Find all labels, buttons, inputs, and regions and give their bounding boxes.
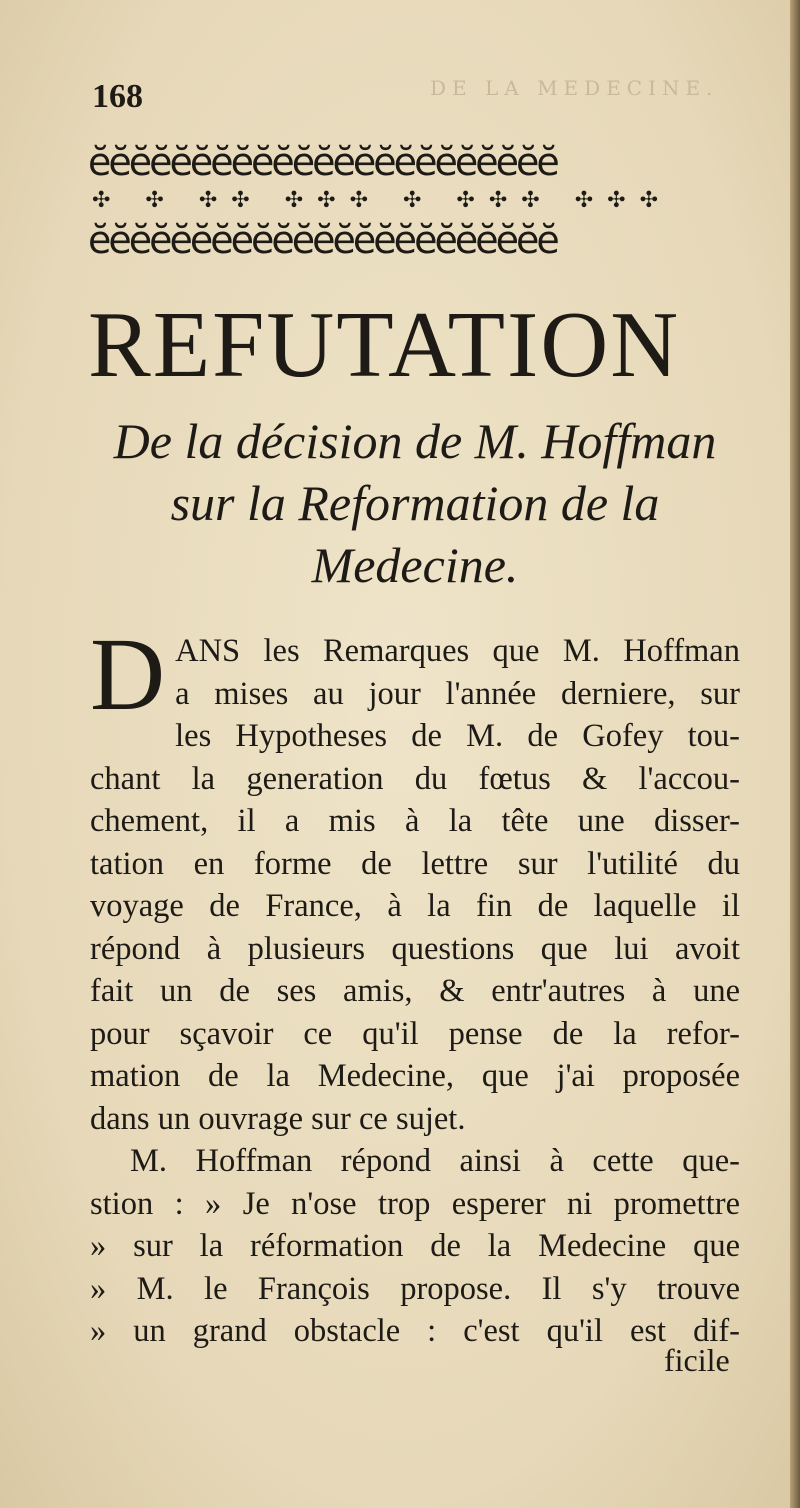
- page-edge: [790, 0, 800, 1508]
- text-line: les Hypotheses de M. de Gofey tou-: [175, 718, 740, 754]
- text-line: chant la generation du fœtus & l'accou-: [90, 760, 740, 797]
- text-line: » M. le François propose. Il s'y trouve: [90, 1270, 740, 1307]
- text-line: tation en forme de lettre sur l'utilité du: [90, 845, 740, 882]
- catchword: ficile: [664, 1342, 730, 1378]
- ornament-band-middle: ✣ ✣ ✣✣ ✣✣✣ ✣ ✣✣✣ ✣✣✣: [92, 188, 673, 213]
- page-number: 168: [92, 78, 143, 115]
- text-line: fait un de ses amis, & entr'autres à une: [90, 973, 740, 1009]
- body-text: [90, 617, 740, 1353]
- text-line: M. Hoffman répond ainsi à cette que-: [130, 1143, 740, 1179]
- chapter-subtitle: [70, 410, 760, 596]
- text-line: ANS les Remarques que M. Hoffman: [175, 633, 740, 669]
- drop-cap: D: [90, 617, 166, 732]
- text-line: mation de la Medecine, que j'ai proposée: [90, 1058, 740, 1094]
- text-line: » sur la réformation de la Medecine que: [90, 1228, 740, 1264]
- text-line: a mises au jour l'année derniere, sur: [175, 675, 740, 712]
- subtitle-line: sur la Reformation de la: [170, 475, 660, 531]
- text-line: voyage de France, à la fin de laquelle il: [90, 888, 740, 924]
- running-head-showthrough: DE LA MEDECINE.: [430, 76, 719, 100]
- chapter-title: REFUTATION: [88, 293, 681, 397]
- text-line: stion : » Je n'ose trop esperer ni promettre: [90, 1185, 740, 1222]
- text-line: chement, il a mis à la tête une disser-: [90, 803, 740, 839]
- text-line: » un grand obstacle : c'est qu'il est dif-: [90, 1313, 740, 1349]
- text-line: répond à plusieurs questions que lui avoit: [90, 930, 740, 967]
- ornament-band-top: ĕĕĕĕĕĕĕĕĕĕĕĕĕĕĕĕĕĕĕĕĕĕĕ: [88, 140, 557, 184]
- subtitle-line: Medecine.: [311, 537, 519, 593]
- subtitle-line: De la décision de M. Hoffman: [113, 413, 717, 469]
- ornament-band-bottom: ĕĕĕĕĕĕĕĕĕĕĕĕĕĕĕĕĕĕĕĕĕĕĕ: [88, 218, 557, 262]
- text-line: pour sçavoir ce qu'il pense de la refor-: [90, 1015, 740, 1052]
- text-line: dans un ouvrage sur ce sujet.: [90, 1100, 466, 1137]
